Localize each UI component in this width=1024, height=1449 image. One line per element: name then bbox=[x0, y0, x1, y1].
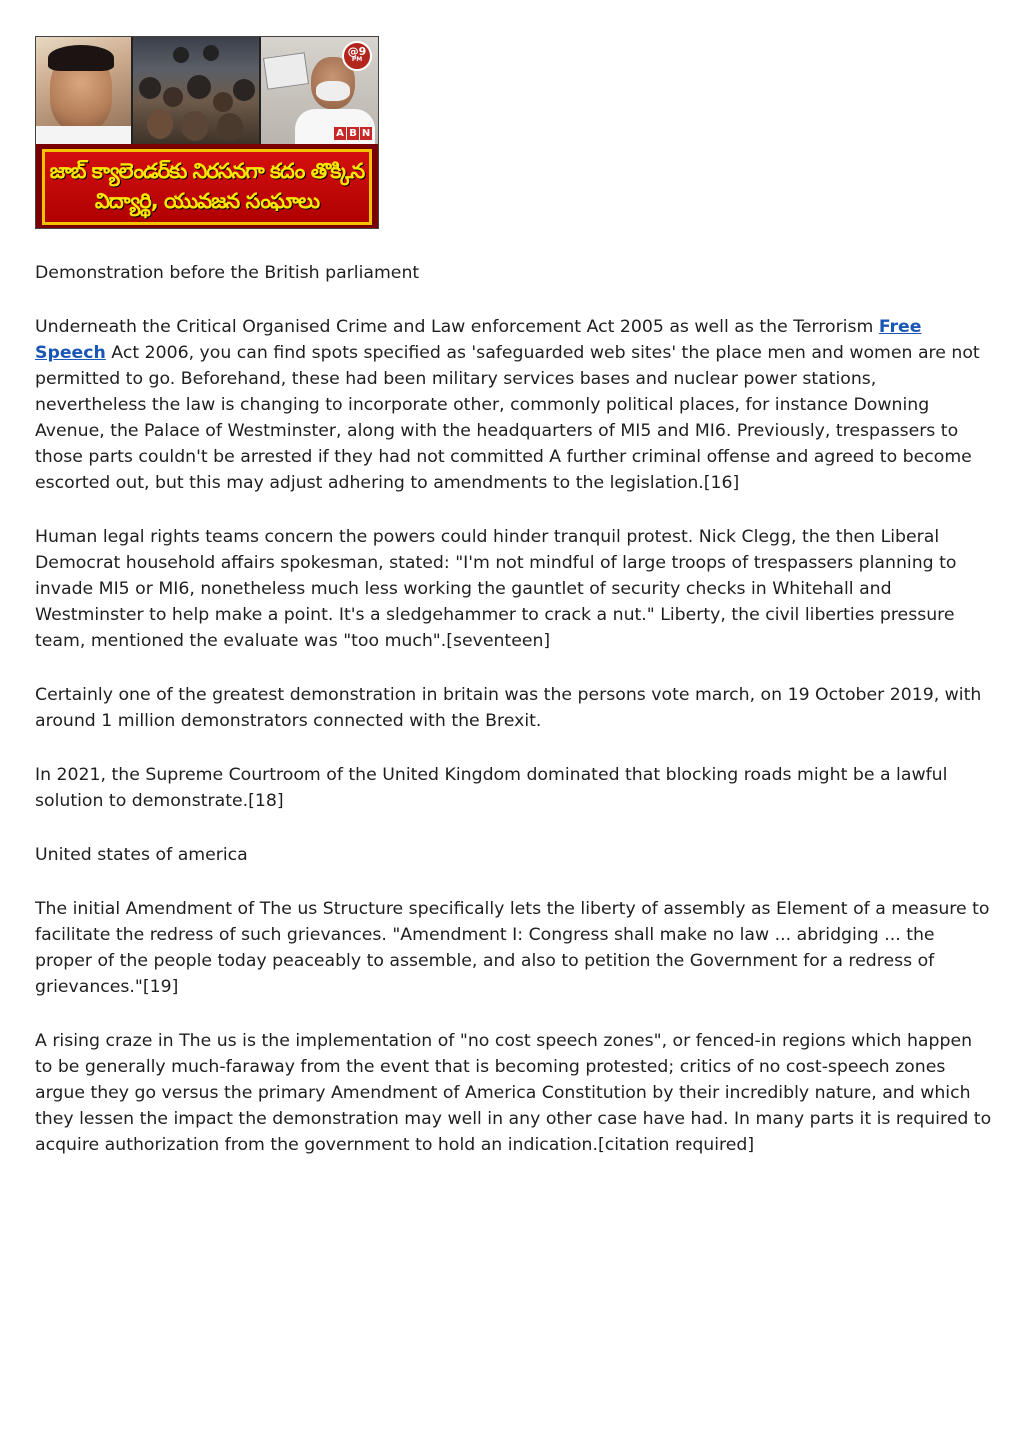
paragraph-human-rights-concerns: Human legal rights teams concern the powers could hinder tranquil protest. Nick Clegg, the then Liberal Democrat household affairs spokesman, stated: "I'm not mindful of large troops of trespassers planning to invade MI5 or MI6, nonetheless much less working the gauntlet of security checks in Whitehall and Westminster to help make a point. It's a sledgehammer to crack a nut." Liberty, the civil liberties pressure team, mentioned the evaluate was "too much".[seventeen] bbox=[35, 527, 957, 651]
channel-logo: A B N bbox=[334, 127, 372, 140]
section-heading-british-parliament: Demonstration before the British parliament bbox=[35, 263, 420, 283]
paragraph-peoples-vote-march: Certainly one of the greatest demonstration in britain was the persons vote march, on 19 October 2019, with around 1 million demonstrators connected with the Brexit. bbox=[35, 685, 982, 731]
thumbnail-headline-banner bbox=[36, 144, 378, 229]
thumbnail-speaker-photo bbox=[261, 37, 378, 144]
paragraph-first-amendment: The initial Amendment of The us Structure specifically lets the liberty of assembly as Element of a measure to facilitate the redress of such grievances. "Amendment I: Congress shall make no law ... abridging ... the proper of the people today peaceably to assemble, and also to petition the Government for a redress of grievances."[19] bbox=[35, 899, 990, 997]
banner-line-2: విద్యార్థి, యువజన సంఘాలు bbox=[94, 189, 320, 213]
news-thumbnail-image bbox=[35, 36, 379, 229]
section-heading-united-states: United states of america bbox=[35, 845, 248, 865]
thumbnail-portrait-photo bbox=[36, 37, 131, 144]
thumbnail-photo-strip bbox=[36, 37, 378, 144]
free-speech-link[interactable]: Free Speech bbox=[35, 317, 922, 363]
banner-line-1: జాబ్ క్యాలెండర్‌కు నిరసనగా కదం తొక్కిన bbox=[49, 159, 365, 183]
paragraph-protected-sites: Underneath the Critical Organised Crime and Law enforcement Act 2005 as well as the Terrorism Free Speech Act 2006, you can find spots specified as 'safeguarded web sites' the place men and women are not permitted to go. Beforehand, these had been military services bases and nuclear power stations, nevertheless the law is changing to incorporate other, commonly political places, for instance Downing Avenue, the Palace of Westminster, along with the headquarters of MI5 and MI6. Previously, trespassers to those parts couldn't be arrested if they had not committed A further criminal offense and agreed to become escorted out, but this may adjust adhering to amendments to the legislation.[16] bbox=[35, 317, 980, 493]
thumbnail-crowd-photo bbox=[131, 37, 261, 144]
article-page bbox=[35, 36, 993, 1158]
paragraph-free-speech-zones: A rising craze in The us is the implementation of "no cost speech zones", or fenced-in regions which happen to be generally much-faraway from the event that is becoming protested; critics of no cost-speech zones argue they go versus the primary Amendment of America Constitution by their incredibly nature, and which they lessen the impact the demonstration may well in any other case have had. In many parts it is required to acquire authorization from the government to hold an indication.[citation required] bbox=[35, 1031, 992, 1155]
paragraph-supreme-court-ruling: In 2021, the Supreme Courtroom of the United Kingdom dominated that blocking roads might be a lawful solution to demonstrate.[18] bbox=[35, 765, 948, 811]
channel-time-badge: @9 PM bbox=[342, 41, 372, 71]
